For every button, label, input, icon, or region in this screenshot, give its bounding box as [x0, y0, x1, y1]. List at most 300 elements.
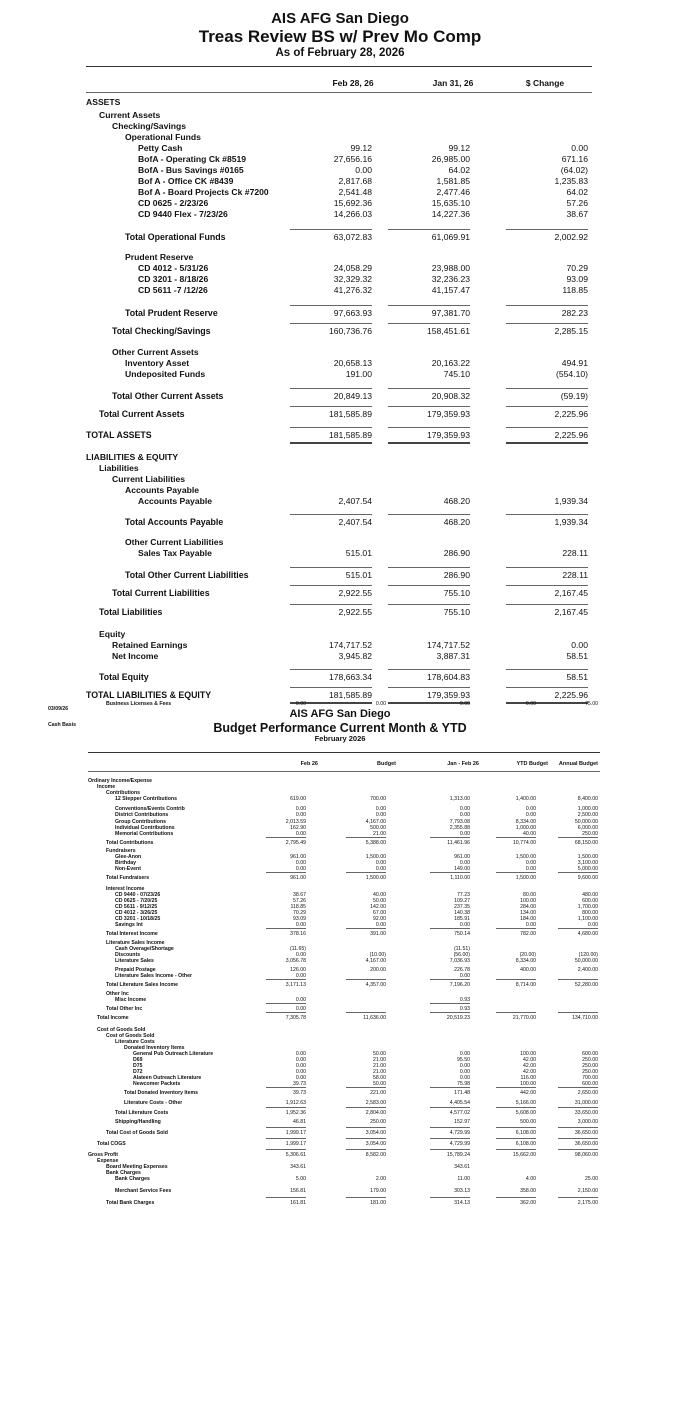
- row-cd-3201-8-18-26: [0, 274, 680, 285]
- total-rule: [558, 1012, 598, 1013]
- cell-feb: 181,585.89: [272, 690, 372, 701]
- column-header-ytd-budget: YTD Budget: [516, 761, 548, 767]
- row-label: LIABILITIES & EQUITY: [86, 452, 179, 462]
- row-label: Liabilities: [99, 463, 139, 473]
- cell-month: 0.00: [295, 973, 306, 979]
- cell-ytd: 149.00: [454, 866, 470, 872]
- cell-ytd-budget: 0.00: [525, 866, 536, 872]
- cell-month: 3,056.78: [285, 958, 306, 964]
- cell-budget: 11,636.00: [316, 1014, 386, 1022]
- cell-month: 0.00: [295, 1051, 306, 1057]
- cell-ytd: 2,355.88: [449, 825, 470, 831]
- column-header-ytd: Jan - Feb 26: [447, 761, 479, 767]
- cell-ytd-budget: 400.00: [520, 967, 536, 973]
- row-net-income: [0, 651, 680, 662]
- total-rule: [346, 1087, 386, 1088]
- row-label: Literature Costs - Other: [124, 1100, 183, 1106]
- cell-ytd: 0.00: [459, 973, 470, 979]
- cell-jan: 179,359.93: [370, 430, 470, 441]
- total-rule: [266, 1107, 306, 1108]
- total-rule: [558, 979, 598, 980]
- total-rule: [506, 687, 588, 688]
- cell-change: 0.00: [571, 640, 588, 650]
- cell-ytd-budget: 21,770.00: [466, 1014, 536, 1022]
- cell-annual: 6,000.00: [577, 825, 598, 831]
- row-total-operational-funds: [0, 232, 680, 243]
- row-label: Bof A - Office CK #8439: [138, 176, 234, 186]
- row-label: Total Contributions: [106, 840, 154, 846]
- row-label: Cash Overage/Shortage: [115, 946, 174, 952]
- cell-annual: 2,400.00: [577, 967, 598, 973]
- row-label: Bank Charges: [106, 1170, 141, 1176]
- cell-budget: 0.00: [375, 701, 386, 707]
- cell-jan: 26,985.00: [431, 154, 470, 164]
- cell-ytd: 0.00: [459, 1069, 470, 1075]
- row-label: Literature Sales Income - Other: [115, 973, 192, 979]
- cell-month: 0.00: [295, 1063, 306, 1069]
- row-label: Savings Int: [115, 922, 143, 928]
- total-rule: [558, 1197, 598, 1198]
- cell-feb: 63,072.83: [272, 232, 372, 243]
- cell-feb: 515.01: [345, 548, 372, 558]
- row-label: Prepaid Postage: [115, 967, 156, 973]
- cell-change: (59.19): [488, 391, 588, 402]
- cell-month: (11.65): [289, 946, 306, 952]
- row-label: Other Current Liabilities: [125, 537, 224, 547]
- total-rule: [346, 1138, 386, 1139]
- cell-jan: 14,227.36: [431, 209, 470, 219]
- row-label: Shipping/Handling: [115, 1119, 161, 1125]
- cell-feb: 160,736.76: [272, 326, 372, 337]
- cell-ytd: 4,577.02: [400, 1109, 470, 1117]
- row-total-other-current-assets: [0, 391, 680, 402]
- row-label: Total COGS: [97, 1141, 126, 1147]
- row-label: Total Donated Inventory Items: [124, 1090, 198, 1096]
- cell-month: 46.81: [293, 1119, 306, 1125]
- row-label: D69: [133, 1057, 143, 1063]
- row-other-current-liabilities: [0, 537, 680, 548]
- cell-ytd-budget: (20.00): [519, 952, 536, 958]
- total-rule: [266, 872, 306, 873]
- row-label: Undeposited Funds: [125, 369, 206, 379]
- total-rule: [506, 669, 588, 670]
- row-label: Birthday: [115, 860, 137, 866]
- cell-jan: 468.20: [443, 496, 470, 506]
- cell-change: 2,167.45: [488, 607, 588, 618]
- cell-annual: 250.00: [582, 1057, 598, 1063]
- cell-budget: 142.00: [370, 904, 386, 910]
- cell-ytd-budget: 42.00: [523, 1057, 536, 1063]
- row-label: Current Liabilities: [112, 474, 186, 484]
- double-rule: [388, 442, 470, 444]
- cell-ytd: 0.93: [400, 1005, 470, 1013]
- cell-feb: 2,541.48: [338, 187, 372, 197]
- budget-report-page: [0, 700, 680, 1408]
- cell-jan: 174,717.52: [426, 640, 470, 650]
- cell-month: 0.00: [295, 806, 306, 812]
- cell-month: 0.00: [295, 866, 306, 872]
- row-merchant-service-fees: [0, 1187, 680, 1195]
- cell-month: 38.67: [293, 892, 306, 898]
- company-name: AIS AFG San Diego: [289, 708, 391, 720]
- cell-feb: 191.00: [345, 369, 372, 379]
- cell-ytd-budget: 1,500.00: [466, 874, 536, 882]
- total-rule: [388, 427, 470, 428]
- cell-annual: 36,650.00: [528, 1140, 598, 1148]
- cell-budget: 0.00: [375, 812, 386, 818]
- cell-budget: 92.00: [373, 916, 386, 922]
- cell-change: 0.00: [571, 143, 588, 153]
- total-rule: [430, 1197, 470, 1198]
- cell-jan: 3,887.31: [436, 651, 470, 661]
- cell-month: 0.00: [295, 1069, 306, 1075]
- row-total-fundraisers: [0, 874, 680, 882]
- cell-ytd-budget: 100.00: [520, 1051, 536, 1057]
- row-label: Alateen Outreach Literature: [133, 1075, 202, 1081]
- report-date: As of February 28, 2026: [275, 46, 405, 59]
- cell-feb: 2,407.54: [272, 517, 372, 528]
- balance-sheet-page: [0, 0, 680, 700]
- total-rule: [346, 1012, 386, 1013]
- cell-month: 1,912.63: [285, 1100, 306, 1106]
- row-bank-charges: [0, 1175, 680, 1183]
- cell-ytd: (11.51): [453, 946, 470, 952]
- row-label: D72: [133, 1069, 143, 1075]
- total-rule: [430, 979, 470, 980]
- cell-month: 2,795.49: [236, 839, 306, 847]
- cell-ytd: 0.00: [459, 831, 470, 837]
- row-total-contributions: [0, 839, 680, 847]
- row-label: Literature Sales Income: [106, 940, 165, 946]
- row-label: Total Other Current Liabilities: [125, 570, 249, 580]
- cell-month: 5.00: [295, 1176, 306, 1182]
- cell-ytd-budget: 442.00: [466, 1089, 536, 1097]
- row-label: Accounts Payable: [125, 485, 200, 495]
- cell-annual: 0.00: [587, 922, 598, 928]
- cell-jan: 20,908.32: [370, 391, 470, 402]
- row-label: Equity: [99, 629, 126, 639]
- row-label: Non-Event: [115, 866, 141, 872]
- total-rule: [290, 388, 372, 389]
- cell-month: 0.00: [236, 1005, 306, 1013]
- total-rule: [430, 1003, 470, 1004]
- cell-jan: 179,359.93: [370, 690, 470, 701]
- cell-budget: 4,167.00: [365, 958, 386, 964]
- cell-feb: 2,922.55: [272, 588, 372, 599]
- row-label: Total Bank Charges: [106, 1200, 155, 1206]
- cell-annual: 2,650.00: [528, 1089, 598, 1097]
- cell-ytd: 4,729.99: [400, 1129, 470, 1137]
- row-label: Net Income: [112, 651, 159, 661]
- row-liabilities: [0, 463, 680, 474]
- cell-budget: 1,500.00: [316, 874, 386, 882]
- row-label: Literature Sales: [115, 958, 154, 964]
- cell-annual: 50,000.00: [574, 958, 598, 964]
- cell-annual: 4,680.00: [528, 930, 598, 938]
- total-rule: [388, 229, 470, 230]
- cell-feb: 2,407.54: [338, 496, 372, 506]
- cell-budget: 0.00: [375, 866, 386, 872]
- total-rule: [388, 585, 470, 586]
- row-label: Total Fundraisers: [106, 875, 150, 881]
- cell-change: 671.16: [561, 154, 588, 164]
- cell-budget: 200.00: [370, 967, 386, 973]
- row-total-other-current-liabilities: [0, 570, 680, 581]
- row-label: Checking/Savings: [112, 121, 187, 131]
- cell-month: 1,952.36: [236, 1109, 306, 1117]
- row-label: CD 3201 - 10/18/25: [115, 916, 161, 922]
- cell-ytd-budget: 80.00: [523, 892, 536, 898]
- row-12-stepper-contributions: [0, 795, 680, 803]
- row-label: Glee-Anon: [115, 854, 142, 860]
- total-rule: [558, 928, 598, 929]
- cell-annual: 700.00: [582, 1075, 598, 1081]
- cell-ytd: 1,313.00: [449, 796, 470, 802]
- total-rule: [496, 872, 536, 873]
- total-rule: [430, 1149, 470, 1150]
- row-label: Cost of Goods Sold: [97, 1027, 146, 1033]
- total-rule: [506, 567, 588, 568]
- cell-month: 5,306.61: [236, 1151, 306, 1159]
- row-label: Petty Cash: [138, 143, 183, 153]
- row-accounts-payable: [0, 496, 680, 507]
- total-rule: [290, 406, 372, 407]
- column-header-change: $ Change: [525, 78, 565, 88]
- row-label: Total Interest Income: [106, 931, 158, 937]
- total-rule: [290, 669, 372, 670]
- row-retained-earnings: [0, 640, 680, 651]
- row-total-equity: [0, 672, 680, 683]
- total-rule: [346, 1107, 386, 1108]
- row-label: BofA - Operating Ck #8519: [138, 154, 247, 164]
- cell-ytd: 171.48: [400, 1089, 470, 1097]
- cell-ytd-budget: 1,000.00: [515, 825, 536, 831]
- row-label: TOTAL ASSETS: [86, 430, 152, 440]
- cell-annual: 2,175.00: [528, 1199, 598, 1207]
- cell-month: 126.00: [290, 967, 306, 973]
- row-label: Current Assets: [99, 110, 161, 120]
- column-header-annual-budget: Annual Budget: [558, 761, 598, 767]
- total-rule: [266, 1003, 306, 1004]
- total-rule: [290, 229, 372, 230]
- cell-ytd: 226.78: [454, 967, 470, 973]
- cell-budget: 8,582.00: [316, 1151, 386, 1159]
- cell-ytd: 11.00: [457, 1176, 470, 1182]
- cell-feb: 14,266.03: [333, 209, 372, 219]
- total-rule: [290, 514, 372, 515]
- cell-change: 2,225.96: [488, 430, 588, 441]
- cell-change: 2,002.92: [488, 232, 588, 243]
- cell-ytd: 11,461.96: [400, 839, 470, 847]
- cell-feb: 181,585.89: [272, 430, 372, 441]
- cell-budget: 4,167.00: [365, 819, 386, 825]
- cell-month: 3,171.13: [236, 981, 306, 989]
- row-petty-cash: [0, 143, 680, 154]
- cell-annual: 1,000.00: [577, 806, 598, 812]
- row-label: Newcomer Packets: [133, 1081, 181, 1087]
- report-period: February 2026: [314, 734, 366, 744]
- cell-ytd: 109.27: [454, 898, 470, 904]
- cell-ytd: 0.00: [459, 1051, 470, 1057]
- cell-annual: 50,000.00: [574, 819, 598, 825]
- cell-ytd: 0.93: [459, 997, 470, 1003]
- cell-ytd: 303.13: [454, 1188, 470, 1194]
- cell-budget: 4,357.00: [316, 981, 386, 989]
- row-label: CD 5611 -7 /12/26: [138, 285, 208, 295]
- cell-annual: 9,600.00: [528, 874, 598, 882]
- total-rule: [388, 687, 470, 688]
- cell-annual: 8,400.00: [577, 796, 598, 802]
- total-rule: [290, 323, 372, 324]
- total-rule: [430, 1087, 470, 1088]
- row-literature-costs-other: [0, 1099, 680, 1107]
- cell-budget: 40.00: [373, 892, 386, 898]
- cell-budget: 5,388.00: [316, 839, 386, 847]
- row-label: Discounts: [115, 952, 141, 958]
- cell-change: 2,285.15: [488, 326, 588, 337]
- cell-change: 2,167.45: [488, 588, 588, 599]
- total-rule: [558, 837, 598, 838]
- total-rule: [496, 1138, 536, 1139]
- row-label: District Contributions: [115, 812, 169, 818]
- total-rule: [558, 1087, 598, 1088]
- cell-annual: 3,000.00: [577, 1119, 598, 1125]
- cell-budget: 250.00: [370, 1119, 386, 1125]
- cell-budget: 391.00: [316, 930, 386, 938]
- row-bof-a-office-ck-8439: [0, 176, 680, 187]
- row-total-donated-inventory-items: [0, 1089, 680, 1097]
- row-cd-0625-2-23-26: [0, 198, 680, 209]
- row-operational-funds: [0, 132, 680, 143]
- cell-jan: 745.10: [443, 369, 470, 379]
- row-total-literature-sales-income: [0, 981, 680, 989]
- cell-budget: 50.00: [373, 1051, 386, 1057]
- total-rule: [506, 305, 588, 306]
- cell-budget: 58.00: [373, 1075, 386, 1081]
- row-total-current-assets: [0, 409, 680, 420]
- cell-ytd-budget: 0.00: [525, 812, 536, 818]
- cell-jan: 178,604.83: [370, 672, 470, 683]
- row-label: Total Current Liabilities: [112, 588, 210, 598]
- cell-annual: 2,150.00: [577, 1188, 598, 1194]
- cell-ytd: 750.14: [400, 930, 470, 938]
- cell-budget: 50.00: [373, 1081, 386, 1087]
- cell-change: 2,225.96: [488, 690, 588, 701]
- row-undeposited-funds: [0, 369, 680, 380]
- cell-budget: 1,500.00: [365, 854, 386, 860]
- row-bofa-operating-ck-8519: [0, 154, 680, 165]
- row-label: TOTAL LIABILITIES & EQUITY: [86, 690, 212, 700]
- header-rule: [88, 752, 600, 753]
- cell-ytd: 4,405.54: [449, 1100, 470, 1106]
- cell-budget: 0.00: [375, 922, 386, 928]
- cell-feb: 97,663.93: [272, 308, 372, 319]
- cell-feb: 27,656.16: [333, 154, 372, 164]
- cell-month: 1,999.17: [236, 1140, 306, 1148]
- total-rule: [266, 1138, 306, 1139]
- cell-month: 162.90: [290, 825, 306, 831]
- row-label: Total Income: [97, 1015, 129, 1021]
- cell-month: 39.73: [293, 1081, 306, 1087]
- row-label: Ordinary Income/Expense: [88, 778, 153, 784]
- total-rule: [388, 567, 470, 568]
- cell-jan: 1,581.85: [436, 176, 470, 186]
- row-label: Bof A - Board Projects Ck #7200: [138, 187, 269, 197]
- cell-feb: 2,922.55: [272, 607, 372, 618]
- total-rule: [430, 1127, 470, 1128]
- total-rule: [266, 837, 306, 838]
- row-other-current-assets: [0, 347, 680, 358]
- cell-month: 0.00: [295, 812, 306, 818]
- double-rule: [506, 442, 588, 444]
- total-rule: [496, 1149, 536, 1150]
- cell-ytd: 1,110.00: [400, 874, 470, 882]
- total-rule: [346, 872, 386, 873]
- cell-month: 70.29: [293, 910, 306, 916]
- cell-annual: 134,710.00: [528, 1014, 598, 1022]
- cell-ytd: 314.13: [400, 1199, 470, 1207]
- row-total-interest-income: [0, 930, 680, 938]
- row-assets: [0, 97, 680, 108]
- total-rule: [496, 1197, 536, 1198]
- cell-month: 57.26: [293, 898, 306, 904]
- cell-change: 228.11: [488, 570, 588, 581]
- cell-ytd-budget: 1,400.00: [515, 796, 536, 802]
- cell-ytd: 343.61: [454, 1164, 470, 1170]
- row-label: Donated Inventory Items: [124, 1045, 185, 1051]
- row-label: Total Current Assets: [99, 409, 185, 419]
- cell-change: 57.26: [566, 198, 588, 208]
- row-bof-a-board-projects-ck-7200: [0, 187, 680, 198]
- cell-ytd: 152.97: [454, 1119, 470, 1125]
- cell-jan: 286.90: [443, 548, 470, 558]
- cell-ytd-budget: 5,608.00: [466, 1109, 536, 1117]
- cell-budget: 0.00: [375, 806, 386, 812]
- cell-ytd: 0.00: [459, 812, 470, 818]
- cell-ytd: (56.00): [453, 952, 470, 958]
- cell-jan: 755.10: [370, 607, 470, 618]
- cell-feb: 41,276.32: [333, 285, 372, 295]
- company-name: AIS AFG San Diego: [271, 10, 409, 27]
- total-rule: [506, 604, 588, 605]
- cell-feb: 20,849.13: [272, 391, 372, 402]
- cell-ytd-budget: 184.00: [520, 916, 536, 922]
- cell-annual: 98,060.00: [528, 1151, 598, 1159]
- total-rule: [496, 928, 536, 929]
- row-label: Total Liabilities: [99, 607, 163, 617]
- cell-ytd: 237.35: [454, 904, 470, 910]
- cell-budget: 0.00: [375, 860, 386, 866]
- cell-jan: 179,359.93: [370, 409, 470, 420]
- row-prudent-reserve: [0, 252, 680, 263]
- row-label: General Pub Outreach Literature: [133, 1051, 214, 1057]
- column-header-rule: [86, 92, 592, 93]
- row-cd-4012-5-31-26: [0, 263, 680, 274]
- row-label: Other Inc: [106, 991, 129, 997]
- cell-feb: 15,692.36: [333, 198, 372, 208]
- row-label: 12 Stepper Contributions: [115, 796, 177, 802]
- cell-ytd: 7,036.93: [449, 958, 470, 964]
- row-label: Total Literature Sales Income: [106, 982, 178, 988]
- cell-change: 58.51: [566, 651, 588, 661]
- cell-budget: 2,583.00: [365, 1100, 386, 1106]
- total-rule: [266, 979, 306, 980]
- row-label: Misc Income: [115, 997, 147, 1003]
- row-total-current-liabilities: [0, 588, 680, 599]
- total-rule: [290, 585, 372, 586]
- cell-ytd-budget: 42.00: [523, 1063, 536, 1069]
- row-label: Memorial Contributions: [115, 831, 174, 837]
